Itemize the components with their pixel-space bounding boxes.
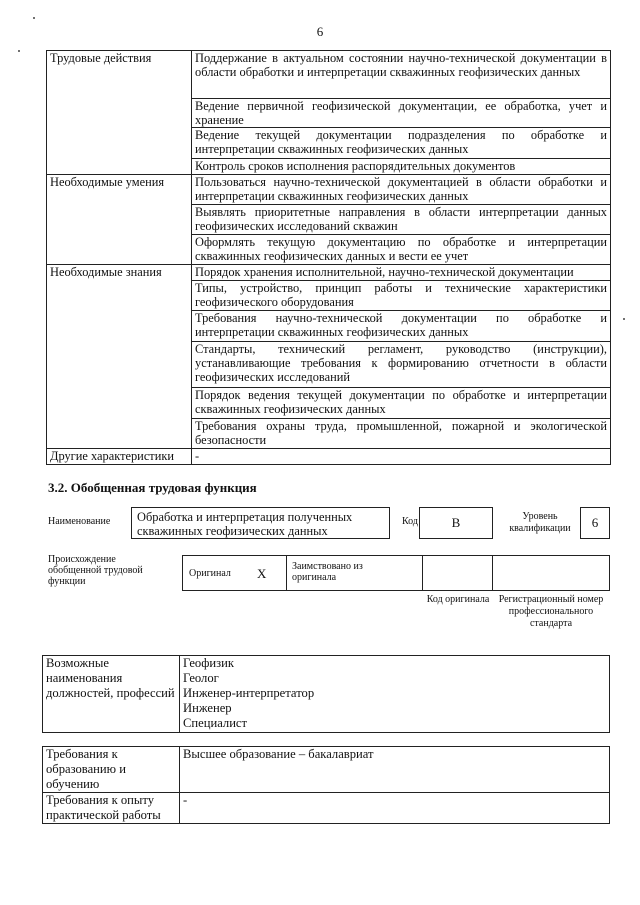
page-number: 6	[316, 24, 324, 39]
roles-table	[42, 655, 610, 733]
row-label: Трудовые действия	[47, 51, 192, 175]
table-cell: Типы, устройство, принцип работы и технические характеристики геофизического оборудования	[192, 281, 611, 311]
list-item: Инженер-интерпретатор	[183, 686, 315, 700]
original-label: Оригинал	[189, 568, 231, 579]
table-row	[43, 656, 610, 733]
row-label: Другие характеристики	[47, 449, 192, 465]
row-label: Необходимые умения	[47, 175, 192, 265]
level-label: Уровень квалификации	[509, 511, 571, 534]
table-row	[47, 449, 611, 465]
table-cell: Порядок хранения исполнительной, научно-технической документации	[192, 265, 611, 281]
table-cell: Поддержание в актуальном состоянии научно-технической документации в области обработки и интерпретации скважинных геофизических данных	[192, 51, 611, 99]
table-cell: Контроль сроков исполнения распорядительных документов	[192, 159, 611, 175]
table-cell: Ведение первичной геофизической документации, ее обработка, учет и хранение	[192, 99, 611, 128]
list-item: Специалист	[183, 716, 248, 730]
table-cell: Порядок ведения текущей документации по обработке и интерпретации скважинных геофизических данных	[192, 388, 611, 419]
level-box	[580, 507, 610, 539]
origin-label: Происхождение обобщенной трудовой функции	[48, 554, 143, 587]
table-cell: Оформлять текущую документацию по обработке и интерпретации скважинных геофизических данных и вести ее учет	[192, 235, 611, 265]
list-item: Геолог	[183, 671, 219, 685]
table-cell: Пользоваться научно-технической документацией в области обработки и интерпретации скважинных геофизических данных	[192, 175, 611, 205]
table-row	[47, 175, 611, 205]
reg-caption: Регистрационный номер профессионального стандарта	[498, 594, 604, 629]
list-item: Инженер	[183, 701, 232, 715]
scan-speck	[33, 17, 35, 19]
requirement-value: Высшее образование – бакалавриат	[180, 747, 610, 793]
list-item: Геофизик	[183, 656, 234, 670]
table-row	[47, 265, 611, 281]
table-cell: Ведение текущей документации подразделения по обработке и интерпретации скважинных геофизических данных	[192, 128, 611, 159]
requirements-table	[42, 746, 610, 824]
table-cell: Выявлять приоритетные направления в области интерпретации данных геофизических исследований скважин	[192, 205, 611, 235]
scan-speck	[18, 50, 20, 52]
table-cell: Требования охраны труда, промышленной, пожарной и экологической безопасности	[192, 419, 611, 449]
requirement-label: Требования к образованию и обучению	[43, 747, 180, 793]
origin-original-cell	[182, 555, 286, 591]
table-row	[47, 51, 611, 99]
section-title: 3.2. Обобщенная трудовая функция	[48, 480, 257, 495]
code-caption: Код оригинала	[426, 594, 490, 605]
original-mark: X	[257, 566, 267, 581]
name-label: Наименование	[48, 516, 111, 527]
table-row	[43, 793, 610, 824]
function-name-box	[131, 507, 390, 539]
requirement-value: -	[180, 793, 610, 824]
borrowed-label: Заимствовано из оригинала	[292, 561, 363, 583]
code-label: Код	[402, 516, 418, 527]
level-value: 6	[591, 515, 599, 530]
table-cell: -	[192, 449, 611, 465]
function-name-value: Обработка и интерпретация полученных скважинных геофизических данных	[137, 510, 353, 538]
code-value: B	[451, 515, 461, 530]
roles-label: Возможные наименования должностей, профессий	[43, 656, 180, 733]
origin-reg-cell	[492, 555, 610, 591]
table-row	[43, 747, 610, 793]
roles-list	[180, 656, 610, 733]
code-box	[419, 507, 493, 539]
work-actions-table	[46, 50, 611, 465]
table-cell: Требования научно-технической документации по обработке и интерпретации скважинных геофизических данных	[192, 311, 611, 342]
requirement-label: Требования к опыту практической работы	[43, 793, 180, 824]
table-cell: Стандарты, технический регламент, руководство (инструкции), устанавливающие требования к формированию отчетности в области геофизических исследований	[192, 342, 611, 388]
row-label: Необходимые знания	[47, 265, 192, 449]
scan-speck	[623, 318, 625, 320]
origin-borrowed-cell	[286, 555, 423, 591]
origin-code-cell	[422, 555, 493, 591]
